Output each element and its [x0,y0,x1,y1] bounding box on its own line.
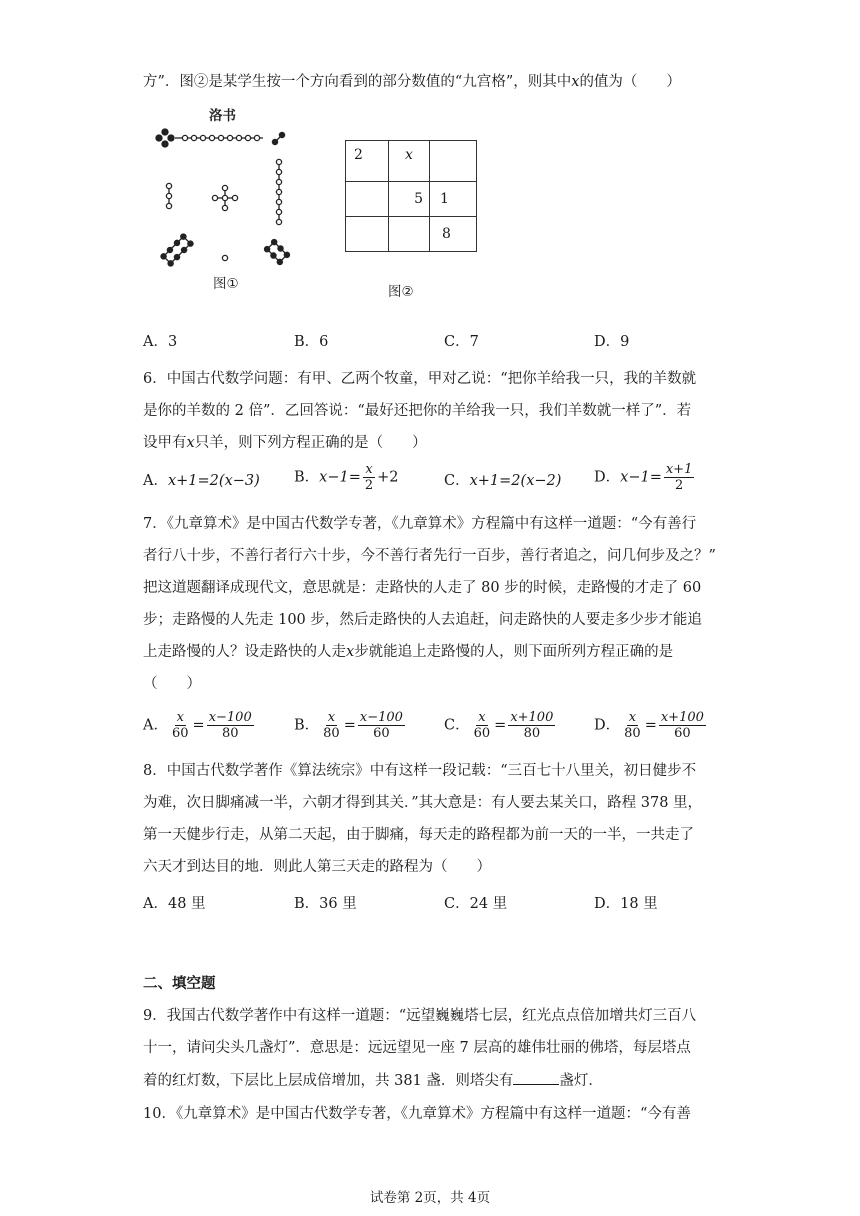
q6-option-c[interactable]: C．x+1=2(x−2) [444,473,562,489]
q7-option-a[interactable]: A． $\frac{x}{60}$ = $\frac{x-100}{80}$ [143,710,252,741]
q5-option-a[interactable]: A．3 [143,334,178,350]
figure1-title: 洛书 [209,108,236,124]
q8-option-b[interactable]: B．36 里 [294,896,357,912]
q7-line-1: 7．《九章算术》是中国古代数学专著，《九章算术》方程篇中有这样一道题：“今有善行 [143,516,697,532]
grid-cell: x [389,141,430,182]
q6-line-1: 6．中国古代数学问题：有甲、乙两个牧童，甲对乙说：“把你羊给我一只，我的羊数就 [143,371,697,387]
q9-line-2: 十一，请问尖头几盏灯”．意思是：远远望见一座 7 层高的雄伟壮丽的佛塔，每层塔点 [143,1040,691,1056]
grid-cell: 2 [346,141,389,182]
nine-square-grid [345,140,477,252]
q7-option-d[interactable]: D． $\frac{x}{80}$ = $\frac{x+100}{60}$ [594,710,704,741]
figure1-caption: 图① [213,276,239,292]
q8-line-3: 第一天健步行走，从第二天起，由于脚痛，每天走的路程都为前一天的一半，一共走了 [143,827,694,843]
q5-option-d[interactable]: D．9 [594,334,630,350]
q10-line-1: 10．《九章算术》是中国古代数学专著，《九章算术》方程篇中有这样一道题：“今有善 [143,1106,691,1122]
q8-line-2: 为难，次日脚痛减一半，六朝才得到其关．”其大意是：有人要去某关口，路程 378 里， [143,795,703,811]
q8-line-4: 六天才到达目的地．则此人第三天走的路程为（ ） [143,859,491,875]
q5-stem: 方”．图②是某学生按一个方向看到的部分数值的“九宫格”，则其中x的值为（ ） [143,74,681,90]
q6-line-2: 是你的羊数的 2 倍”．乙回答说：“最好还把你的羊给我一只，我们羊数就一样了”．若 [143,403,692,419]
page-footer: 试卷第 2页，共 4页 [369,1190,491,1206]
q8-option-d[interactable]: D．18 里 [594,896,658,912]
answer-blank[interactable] [513,1070,559,1085]
q5-option-c[interactable]: C．7 [444,334,479,350]
q7-line-3: 把这道题翻译成现代文，意思就是：走路快的人走了 80 步的时候，走路慢的才走了 60 [143,580,702,596]
q9-line-1: 9．我国古代数学著作中有这样一道题：“远望巍巍塔七层，红光点点倍加增共灯三百八 [143,1008,697,1024]
grid-cell: 5 [389,182,430,217]
grid-cell [346,182,389,217]
q5-option-b[interactable]: B．6 [294,334,329,350]
q8-option-a[interactable]: A．48 里 [143,896,206,912]
luoshu-dots [155,100,305,300]
section-heading: 二、填空题 [143,976,216,992]
q7-line-5: 上走路慢的人？设走路快的人走x步就能追上走路慢的人，则下面所列方程正确的是 [143,644,674,660]
q7-option-c[interactable]: C． $\frac{x}{60}$ = $\frac{x+100}{80}$ [444,710,554,741]
q7-line-2: 者行八十步，不善行者行六十步，今不善行者先行一百步，善行者追之，问几何步及之？” [143,548,716,564]
grid-cell [430,141,477,182]
q9-line-3: 着的红灯数，下层比上层成倍增加，共 381 盏．则塔尖有 盏灯． [143,1070,603,1091]
q8-option-c[interactable]: C．24 里 [444,896,508,912]
q7-line-4: 步；走路慢的人先走 100 步，然后走路快的人去追赶，问走路快的人要走多少步才能追 [143,612,702,628]
q6-option-d[interactable]: D．x−1= $\frac{x+1}{2}$ [594,462,693,493]
q7-option-b[interactable]: B． $\frac{x}{80}$ = $\frac{x-100}{60}$ [294,710,403,741]
q8-line-1: 8．中国古代数学著作《算法统宗》中有这样一段记载：“三百七十八里关，初日健步不 [143,763,697,779]
q7-line-6: （ ） [143,676,201,692]
grid-cell [389,217,430,252]
q6-option-b[interactable]: B．x−1= $\frac{x}{2}$ +2 [294,462,399,493]
grid-cell: 1 [430,182,477,217]
q6-option-a[interactable]: A．x+1=2(x−3) [143,473,260,489]
grid-cell: 8 [430,217,477,252]
figure2-caption: 图② [388,284,414,300]
q6-line-3: 设甲有x只羊，则下列方程正确的是（ ） [143,435,427,451]
grid-cell [346,217,389,252]
luoshu-figure [155,100,305,300]
